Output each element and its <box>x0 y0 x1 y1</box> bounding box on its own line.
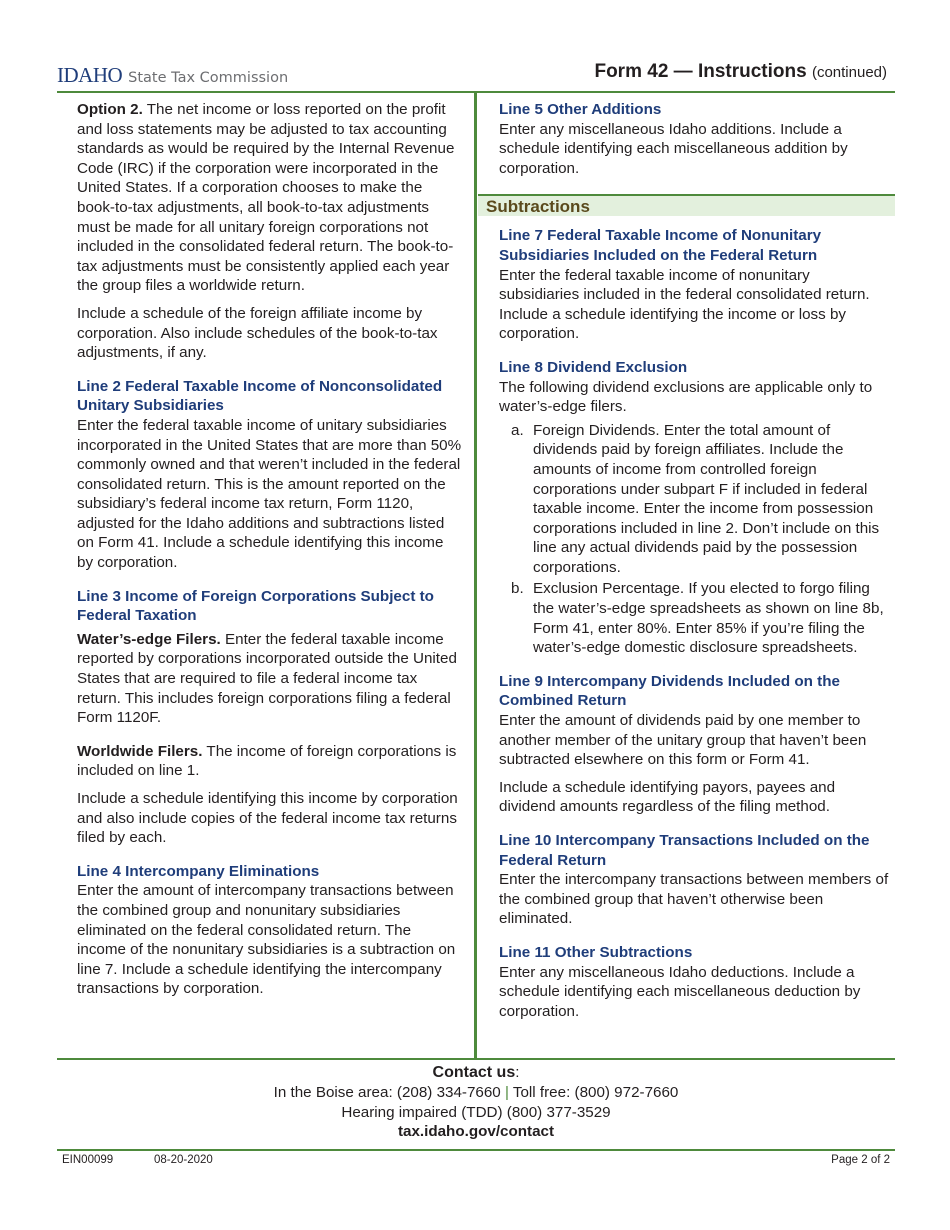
line3-worldwide-text: The income of foreign corporations is included on line 1. <box>77 742 457 780</box>
option2-lead: Option 2. <box>77 101 143 118</box>
line9-schedule: Include a schedule identifying payors, payees and dividend amounts regardless of the filing method. <box>499 778 836 816</box>
list-item <box>511 421 894 578</box>
left-column <box>77 100 462 1007</box>
line11-heading: Line 11 Other Subtractions <box>499 943 693 961</box>
line3-waters-text: Enter the federal taxable income reported by corporations incorporated outside the United States that are required to file a federal income tax return. This includes foreign corporations filing a federal Form 1120F. <box>77 630 457 727</box>
line4-text: Enter the amount of intercompany transactions between the combined group and nonunitary subsidiaries eliminated on the federal consolidated return. The income of the nonunitary subsidiaries is a subtraction on line 7. Include a schedule identifying the intercompany transactions by corporation. <box>77 882 456 998</box>
contact-block <box>57 1063 895 1142</box>
agency-name: State Tax Commission <box>128 70 289 86</box>
line3-worldwide <box>77 742 462 781</box>
form-title-main: Form 42 — Instructions <box>594 61 807 82</box>
right-column <box>499 100 894 1029</box>
line5-heading: Line 5 Other Additions <box>499 101 662 118</box>
form-title-continued: (continued) <box>811 64 887 81</box>
option2-text: The net income or loss reported on the profit and loss statements may be adjusted to tax accounting standards as would be required by the Internal Revenue Code (IRC) if the corporation were incorporated in the United States. If a corporation chooses to make the book-to-tax adjustments, all book-to-tax adjustments must be made for all unitary foreign corporations not included in the consolidated federal return. The book-to-tax adjustments must be consistently applied each year the group files a worldwide return. <box>77 101 455 295</box>
line7-text: Enter the federal taxable income of nonunitary subsidiaries included in the federal consolidated return. Include a schedule identifying the income or loss by corporation. <box>499 266 870 343</box>
list-text: Exclusion Percentage. If you elected to forgo filing the water’s-edge spreadsheets as shown on line 8b, Form 41, enter 80%. Enter 85% if you’re filing the water’s-edge domestic disclosure spreadsheets. <box>533 580 884 657</box>
line10-text: Enter the intercompany transactions between members of the combined group that haven’t otherwise been eliminated. <box>499 871 889 928</box>
line3-waters-edge <box>77 630 462 728</box>
line8-heading: Line 8 Dividend Exclusion <box>499 358 688 376</box>
line9-heading: Line 9 Intercompany Dividends Included on the Combined Return <box>499 672 840 710</box>
contact-title-colon: : <box>515 1064 520 1081</box>
column-divider <box>474 93 477 1059</box>
phone-separator: | <box>504 1083 509 1101</box>
boise-phone: In the Boise area: (208) 334-7660 <box>273 1083 501 1101</box>
contact-phones <box>57 1083 895 1103</box>
tdd-phone: Hearing impaired (TDD) (800) 377-3529 <box>341 1103 611 1121</box>
list-marker: b. <box>511 580 524 598</box>
revision-date: 08-20-2020 <box>154 1154 213 1166</box>
line3-worldwide-lead: Worldwide Filers. <box>77 742 203 760</box>
line8-text: The following dividend exclusions are applicable only to water’s-edge filers. <box>499 378 873 416</box>
line11-text: Enter any miscellaneous Idaho deductions. Include a schedule identifying each miscellaneous deduction by corporation. <box>499 963 861 1020</box>
line10-heading: Line 10 Intercompany Transactions Included on the Federal Return <box>499 832 870 869</box>
line2-text: Enter the federal taxable income of unitary subsidiaries incorporated in the United States that are more than 50% commonly owned and that weren’t included in the federal consolidated return. This is the amount reported on the subsidiary’s federal income tax return, Form 1120, adjusted for the Idaho additions and subtractions listed on Form 41. Include a schedule identifying this income by corporation. <box>77 416 462 572</box>
line5-text: Enter any miscellaneous Idaho additions. Include a schedule identifying each miscellaneous addition by corporation. <box>499 120 848 177</box>
line8-list <box>511 421 894 658</box>
tollfree-phone: Toll free: (800) 972-7660 <box>512 1083 679 1101</box>
contact-link[interactable]: tax.idaho.gov/contact <box>397 1123 555 1141</box>
subtractions-label: Subtractions <box>486 197 590 216</box>
contact-title-row <box>57 1063 895 1083</box>
line3-schedule: Include a schedule identifying this income by corporation and also include copies of the federal income tax returns filed by each. <box>77 790 458 847</box>
line3-heading: Line 3 Income of Foreign Corporations Subject to Federal Taxation <box>77 587 434 625</box>
form-title <box>594 61 887 83</box>
list-item <box>511 579 894 657</box>
contact-rule <box>57 1058 895 1060</box>
page-header <box>57 60 895 92</box>
line9-text: Enter the amount of dividends paid by one member to another member of the unitary group that haven’t been subtracted elsewhere on this form or Form 41. <box>499 712 867 769</box>
contact-title: Contact us <box>432 1064 516 1081</box>
option2-schedule: Include a schedule of the foreign affiliate income by corporation. Also include schedules of the book-to-tax adjustments, if any. <box>77 304 438 362</box>
line7-heading: Line 7 Federal Taxable Income of Nonunitary Subsidiaries Included on the Federal Return <box>499 227 822 264</box>
footer-rule <box>57 1149 895 1151</box>
line3-waters-lead: Water’s-edge Filers. <box>77 630 221 648</box>
form-code: EIN00099 <box>62 1154 114 1166</box>
agency-logo <box>57 63 288 88</box>
option2-paragraph <box>77 100 462 296</box>
line2-heading: Line 2 Federal Taxable Income of Nonconsolidated Unitary Subsidiaries <box>77 377 443 415</box>
page-number: Page 2 of 2 <box>831 1154 890 1166</box>
list-text: Foreign Dividends. Enter the total amount of dividends paid by foreign affiliates. Include the amounts of income from controlled foreign corporations under subpart F if included in federal taxable income. Enter the income from possession corporations included in line 2. Don’t include on this line any actual dividends paid by the possession corporations. <box>533 421 880 576</box>
list-marker: a. <box>511 421 524 439</box>
line4-heading: Line 4 Intercompany Eliminations <box>77 862 320 880</box>
idaho-logo-mark: IDAHO <box>57 63 123 87</box>
